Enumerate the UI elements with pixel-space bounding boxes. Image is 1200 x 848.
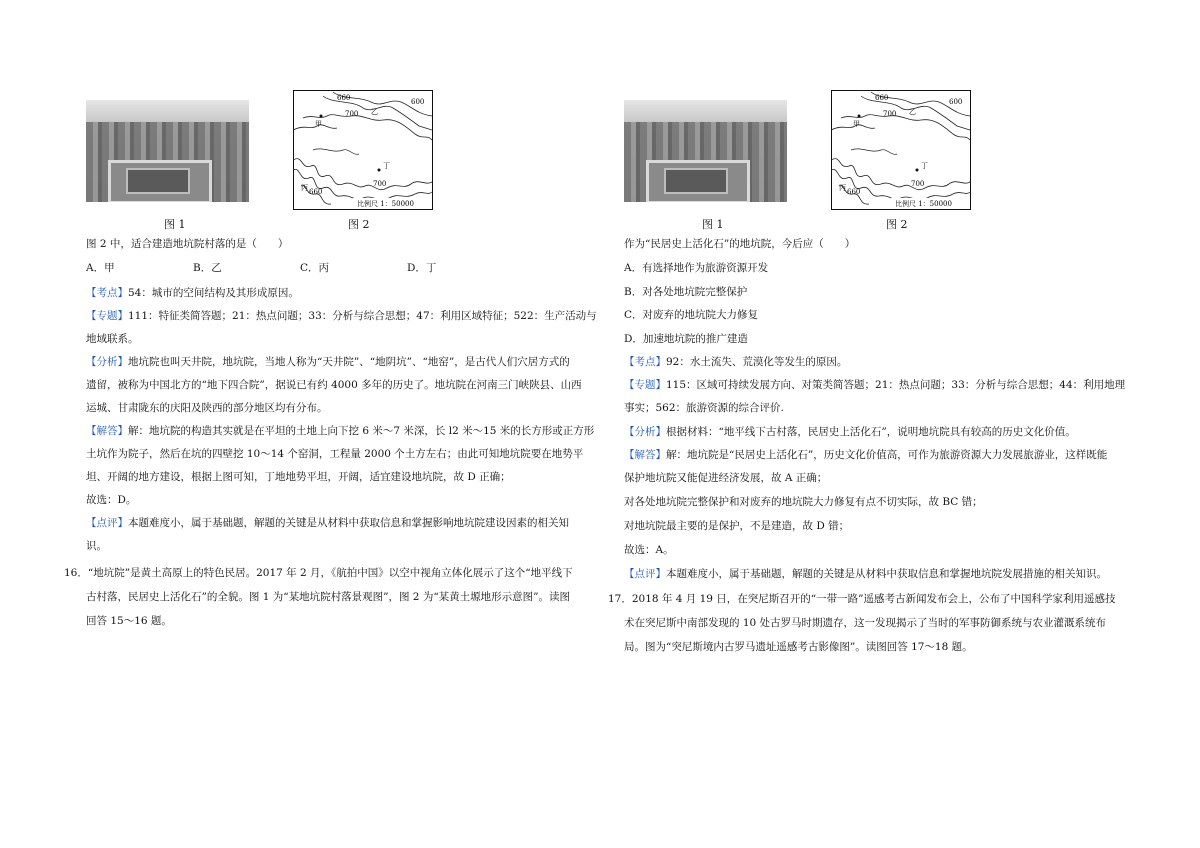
contour-660a: 660: [875, 94, 889, 102]
label-jia: 甲: [315, 120, 322, 128]
jieda-text-2: 土坑作为院子，然后在坑的四壁挖 10～14 个窑洞，工程量 2000 个土方左右；由此可知地坑院要在地势平: [86, 448, 584, 460]
figure-1-caption: 图 1: [702, 218, 724, 231]
dianping: [624, 564, 1164, 586]
jieda-tag: 【解答】: [624, 449, 666, 461]
question-17-stem-3: 局。图为“突尼斯境内古罗马遗址遥感考古影像图”。读图回答 17～18 题。: [624, 641, 973, 653]
figure-2-caption: 图 2: [886, 218, 908, 231]
figure-1-caption: 图 1: [164, 218, 186, 231]
contour-700b: 700: [373, 180, 387, 188]
label-bing: 丙: [839, 184, 846, 192]
figure-row-right: [624, 90, 1024, 235]
answer: 故选：D。: [86, 494, 137, 506]
jieda-text-3: 坦、开阔的地方建设，根据上图可知，丁地地势平坦，开阔，适宜建设地坑院，故 D 正确；: [86, 471, 511, 483]
figure-2-caption: 图 2: [348, 218, 370, 231]
village-aerial-photo: [86, 100, 249, 202]
dianping-text: 本题难度小，属于基础题，解题的关键是从材料中获取信息和掌握地坑院发展措施的相关知识。: [666, 568, 1107, 580]
contour-600: 600: [411, 98, 425, 106]
map-scale: 比例尺 1：50000: [895, 200, 952, 208]
kaodian-text: 54：城市的空间结构及其形成原因。: [128, 287, 299, 299]
fenxi: [624, 422, 1164, 444]
jieda-text-1: 解：地坑院是“民居史上活化石”，历史文化价值高，可作为旅游资源大力发展旅游业，这样既能: [666, 449, 1108, 461]
kaodian-tag: 【考点】: [86, 287, 128, 299]
fenxi-text-3: 运城、甘肃陇东的庆阳及陕西的部分地区均有分布。: [86, 402, 328, 414]
contour-map: [293, 90, 433, 210]
jieda-text-3: 对各处地坑院完整保护和对废弃的地坑院大力修复有点不切实际，故 BC 错；: [624, 496, 983, 508]
jieda: [624, 445, 1164, 467]
zhuanti-text-1: 115：区域可持续发展方向、对策类简答题；21：热点问题；33：分析与综合思想；44：利用地理: [666, 379, 1126, 391]
dianping-text-2: 识。: [86, 540, 107, 552]
jieda-tag: 【解答】: [86, 425, 128, 437]
label-ding: 丁: [383, 162, 390, 170]
fenxi-text-2: 遗留，被称为中国北方的“地下四合院”，据说已有约 4000 多年的历史了。地坑院在河南三门峡陕县、山西: [86, 379, 582, 391]
label-yi: 乙: [909, 108, 916, 116]
contour-map-2: [831, 90, 971, 210]
contour-660b: 660: [847, 188, 861, 196]
map-scale: 比例尺 1：50000: [357, 200, 414, 208]
figure-row-left: [86, 90, 486, 235]
option-b: B．乙: [193, 262, 222, 274]
dianping-tag: 【点评】: [624, 568, 666, 580]
label-ding: 丁: [921, 162, 928, 170]
answer: 故选：A。: [624, 544, 674, 556]
label-jia: 甲: [853, 120, 860, 128]
label-bing: 丙: [301, 184, 308, 192]
zhuanti: [624, 375, 1164, 397]
zhuanti-tag: 【专题】: [624, 379, 666, 391]
question-16-stem-2: 古村落，民居史上活化石”的全貌。图 1 为“某地坑院村落景观图”，图 2 为“某黄土塬地形示意图”。读图: [86, 591, 571, 603]
contour-660b: 660: [309, 188, 323, 196]
dianping-text-1: 本题难度小，属于基础题，解题的关键是从材料中获取信息和掌握影响地坑院建设因素的相关知: [128, 517, 569, 529]
zhuanti-text-1: 111：特征类简答题；21：热点问题；33：分析与综合思想；47：利用区域特征；522：生产活动与: [128, 310, 597, 322]
dianping-tag: 【点评】: [86, 517, 128, 529]
zhuanti: [86, 306, 626, 328]
zhuanti-text-2: 地域联系。: [86, 333, 139, 345]
option-d: D．丁: [407, 262, 437, 274]
contour-660a: 660: [337, 94, 351, 102]
question-16-stem-1: 16．“地坑院”是黄土高原上的特色民居。2017 年 2 月，《航拍中国》以空中视角立体化展示了这个“地平线下: [64, 567, 573, 579]
village-aerial-photo-2: [624, 100, 787, 202]
fenxi: [86, 352, 626, 374]
option-c: C．丙: [300, 262, 330, 274]
jieda-text-2: 保护地坑院又能促进经济发展，故 A 正确；: [624, 472, 828, 484]
jieda-text-1: 解：地坑院的构造其实就是在平坦的土地上向下挖 6 米～7 米深，长 l2 米～15 米的长方形或正方形: [128, 425, 595, 437]
option-a: A．甲: [86, 262, 115, 274]
kaodian-tag: 【考点】: [624, 356, 666, 368]
dianping: [86, 513, 626, 535]
question-16-stem-3: 回答 15～16 题。: [86, 615, 172, 627]
question-16: 作为“民居史上活化石”的地坑院，今后应（ ）: [624, 238, 856, 250]
jieda: [86, 421, 626, 443]
contour-700a: 700: [345, 110, 359, 118]
label-yi: 乙: [371, 108, 378, 116]
jieda-text-4: 对地坑院最主要的是保护，不是建造，故 D 错；: [624, 520, 850, 532]
question-17-stem-1: 17．2018 年 4 月 19 日，在突尼斯召开的“一带一路”遥感考古新闻发布会上，公布了中国科学家利用遥感技: [608, 593, 1116, 605]
kaodian-text: 92：水土流失、荒漠化等发生的原因。: [666, 356, 848, 368]
contour-600: 600: [949, 98, 963, 106]
kaodian: [624, 352, 1164, 374]
fenxi-tag: 【分析】: [86, 356, 128, 368]
option-c: C．对废弃的地坑院大力修复: [624, 309, 759, 321]
option-a: A．有选择地作为旅游资源开发: [624, 262, 769, 274]
question-15: 图 2 中，适合建造地坑院村落的是（ ）: [86, 238, 289, 250]
question-17-stem-2: 术在突尼斯中南部发现的 10 处古罗马时期遗存，这一发现揭示了当时的军事防御系统与农业灌溉系统布: [624, 617, 1107, 629]
zhuanti-tag: 【专题】: [86, 310, 128, 322]
fenxi-text: 根据材料：“地平线下古村落，民居史上活化石”，说明地坑院具有较高的历史文化价值。: [666, 426, 1076, 438]
option-d: D．加速地坑院的推广建造: [624, 333, 748, 345]
zhuanti-text-2: 事实；562：旅游资源的综合评价.: [624, 402, 784, 414]
fenxi-text-1: 地坑院也叫天井院，地坑院，当地人称为“天井院”、“地阴坑”、“地窑”，是古代人们穴居方式的: [128, 356, 570, 368]
fenxi-tag: 【分析】: [624, 426, 666, 438]
option-b: B．对各处地坑院完整保护: [624, 286, 748, 298]
contour-700a: 700: [883, 110, 897, 118]
contour-700b: 700: [911, 180, 925, 188]
kaodian: [86, 283, 626, 305]
question-15-options: [86, 258, 626, 280]
